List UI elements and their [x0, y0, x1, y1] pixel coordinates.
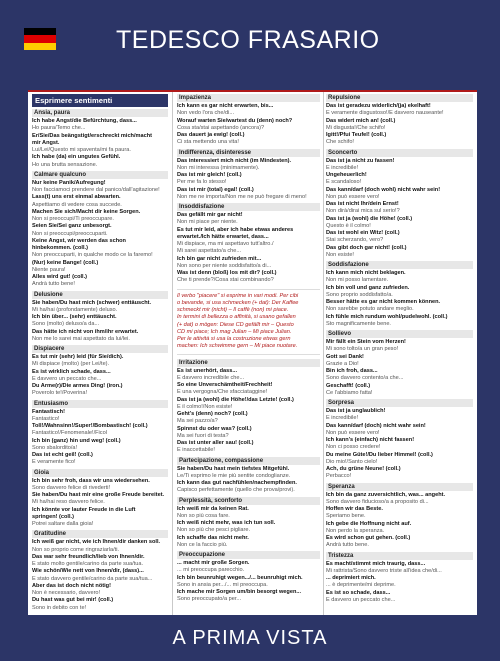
italian-translation: Non può essere vero!	[326, 429, 380, 436]
german-phrase: Ich bin sehr froh, dass wir uns wiedersehen.	[32, 477, 150, 484]
footer-title: A PRIMA VISTA	[172, 627, 328, 649]
german-phrase: Ich könnte vor lauter Freude in die Luft	[32, 506, 136, 513]
column-divider	[323, 92, 324, 615]
german-phrase: Das ist mir (total) egal! (coll.)	[177, 186, 254, 193]
note-line: machen: Ich schwimme gern – Mi piace nuotare.	[177, 343, 298, 350]
german-phrase: Alles wird gut! (coll.)	[32, 274, 88, 280]
italian-translation: Non ci posso credere!	[326, 444, 381, 451]
german-phrase: Das ist ja nicht zu fassen!	[326, 157, 395, 164]
grammar-note	[177, 289, 320, 355]
german-phrase: Es ist so schade, dass...	[326, 589, 391, 596]
section-heading: Calmare qualcuno	[32, 171, 168, 179]
note-line: schmeckt mir (nicht) – Il caffè (non) mi piace.	[177, 307, 289, 313]
italian-translation: Ma sei pazzo/a?	[177, 418, 218, 425]
german-phrase: Ich bin gar nicht zufrieden mit...	[177, 255, 262, 262]
german-phrase: Ungeheuerlich!	[326, 172, 367, 178]
italian-translation: Non mi posso lamentare.	[326, 277, 389, 284]
italian-translation: Ma sei fuori di testa?	[177, 432, 229, 439]
italian-translation: Perbacco!	[326, 473, 352, 480]
italian-translation: Sono davvero felice di rivederti!	[32, 484, 111, 491]
italian-translation: Non so più cosa fare.	[177, 512, 230, 519]
german-phrase: Lass(t) uns erst einmal abwarten.	[32, 194, 121, 201]
italian-translation: Mi dispiace (molto) (per Lei/te).	[32, 361, 110, 368]
german-phrase: Seien Sie/Sei ganz unbesorgt.	[32, 223, 112, 230]
section-heading: Irritazione	[177, 359, 320, 367]
italian-translation: Mi dispiace, ma mi aspettavo tutt'altro./	[177, 241, 274, 247]
german-phrase: Er/Sie/Das beängstigt/erschreckt mich/macht	[32, 132, 153, 139]
german-phrase: Das gefällt mir gar nicht!	[177, 212, 243, 218]
italian-translation: Sono proprio soddisfatto/a.	[326, 291, 393, 298]
german-phrase: Ich kann's (einfach) nicht fassen!	[326, 437, 415, 443]
italian-translation: È stato davvero gentile/carino da parte sua/tua...	[32, 575, 153, 582]
italian-translation: Non è necessario, davvero!	[32, 590, 101, 596]
section-heading: Impazienza	[177, 94, 320, 102]
italian-translation: Non me lo sarei mai aspettato da lui/lei.	[32, 335, 130, 342]
italian-translation: Non me ne importa/Non me ne può fregare di meno!	[177, 193, 307, 200]
section-heading: Gioia	[32, 469, 168, 477]
italian-translation: Mi ha/hai reso davvero felice.	[32, 499, 105, 506]
italian-translation: Andrà tutto bene!	[32, 281, 75, 288]
italian-translation: Sto magnificamente bene.	[326, 320, 391, 327]
section-heading: Sorpresa	[326, 399, 473, 407]
note-line: Il verbo "piacere" si esprime in vari modi. Per cibi	[177, 292, 299, 299]
note-line: CD mi piace; Ich mag Julian – Mi piace Julian.	[177, 328, 292, 335]
italian-translation: È veramente fico!	[32, 459, 76, 466]
note-line: (+ dat) o mögen: Diese CD gefällt mir – Questo	[177, 321, 294, 328]
german-phrase: Mir fällt ein Stein vom Herzen!	[326, 339, 406, 345]
german-phrase: Wie schön/Wie nett von Ihnen/dir, (dass)...	[32, 568, 144, 575]
german-phrase: Das ist geradezu widerlich/(ja) ekelhaft!	[326, 103, 431, 109]
italian-translation: Per me fa lo stesso!	[177, 179, 227, 186]
german-phrase: Es wird schon gut gehen. (coll.)	[326, 535, 411, 541]
section-heading: Sollievo	[326, 330, 473, 338]
german-phrase: Geschafft! (coll.)	[326, 382, 371, 389]
german-phrase: Das kann/darf (doch) nicht wahr sein!	[326, 422, 426, 429]
german-phrase: Ich weiß mir da keinen Rat.	[177, 505, 249, 512]
section-heading: Preoccupazione	[177, 551, 320, 559]
italian-translation: Poverolo te!/Poverina!	[32, 390, 88, 397]
german-phrase: Was ist denn (bloß) los mit dir? (coll.)	[177, 270, 277, 276]
german-phrase: Das ist unter aller sau! (coll.)	[177, 440, 254, 446]
italian-translation: Non vedo l'ora che/di...	[177, 110, 235, 117]
german-phrase: Spinnst du oder was? (coll.)	[177, 425, 252, 432]
italian-translation: Capisco perfettamente (quello che prova/provi).	[177, 487, 295, 494]
italian-translation: Non si preoccupi/preoccuparti.	[32, 230, 108, 237]
german-phrase: Das gibt doch gar nicht! (coll.)	[326, 244, 407, 251]
german-phrase: Ach, du grüne Neune! (coll.)	[326, 466, 401, 472]
italian-translation: È davvero un peccato che...	[326, 596, 396, 603]
german-phrase: Das dauert ja ewig! (coll.)	[177, 132, 245, 138]
section-heading: Sconcerto	[326, 149, 473, 157]
german-phrase: Das ist ja unglaublich!	[326, 408, 386, 414]
german-phrase: Das widert mich an! (coll.)	[326, 117, 396, 124]
italian-translation: ... mi preoccupa parecchio.	[177, 567, 245, 574]
note-line: Per le attività si usa la costruzione etwas gern	[177, 336, 291, 342]
german-phrase: Ich kann es gar nicht erwarten, bis...	[177, 103, 274, 109]
italian-translation: Non mi piace per niente.	[177, 219, 238, 226]
italian-translation: Mi sarei aspettato/a che...	[177, 248, 242, 255]
note-line: o bevande, si usa schmecken (+ dat): Der Kaffee	[177, 299, 299, 306]
italian-translation: Non facciamoci prendere dal panico/dall'agitazione!	[32, 187, 160, 193]
german-phrase: Das hätte ich nicht von ihm/ihr erwartet.	[32, 328, 139, 335]
italian-translation: Le/Ti esprimo le mie più sentite condoglianze.	[177, 472, 291, 479]
section-heading: Delusione	[32, 291, 168, 299]
german-phrase: Toll!/Wahnsinn!/Super!/Bombastisch! (coll.)	[32, 423, 148, 429]
italian-translation: Non ce la faccio più.	[177, 541, 228, 548]
german-phrase: Es tut mir (sehr) leid (für Sie/dich).	[32, 354, 124, 360]
italian-translation: È incredibile!	[326, 164, 359, 171]
italian-translation: È scandaloso!	[326, 179, 362, 186]
german-phrase: Das ist ja (wohl) die Höhe! (coll.)	[326, 215, 413, 222]
german-phrase: Ich weiß gar nicht, wie ich Ihnen/dir danken soll.	[32, 539, 161, 546]
italian-translation: Ce l'abbiamo fatta!	[326, 389, 373, 396]
italian-translation: Sono in ansia per.../... mi preoccupa.	[177, 581, 268, 588]
german-phrase: Worauf warten Sie/wartest du (denn) noch?	[177, 117, 293, 124]
section-heading: Repulsione	[326, 94, 473, 102]
german-phrase: (Nur) keine Bange! (coll.)	[32, 259, 99, 266]
italian-translation: Grazie a Dio!	[326, 360, 359, 367]
german-phrase: Das ist ja (wohl) die Höhe!/das Letzte! (coll.)	[177, 396, 294, 403]
section-heading: Tristezza	[326, 552, 473, 560]
german-phrase: So eine Unverschämtheit/Frechheit!	[177, 382, 273, 388]
italian-translation: Non può essere vero!	[326, 193, 380, 200]
german-phrase: ... macht mir große Sorgen.	[177, 560, 250, 566]
section-heading: Indifferenza, disinteresse	[177, 149, 320, 157]
italian-translation: Non sono per niente soddisfatto/a di...	[177, 262, 272, 269]
german-phrase: Sie haben/Du hast mir eine große Freude bereitet.	[32, 492, 165, 498]
section-heading: Perplessità, sconforto	[177, 497, 320, 505]
italian-translation: Sono (molto) deluso/a da...	[32, 321, 100, 328]
german-phrase: hinbekommen. (coll.)	[32, 245, 88, 251]
italian-translation: Sono preoccupato/a per...	[177, 596, 242, 603]
section-heading: Insoddisfazione	[177, 203, 320, 211]
italian-translation: Dio mio!/Santo cielo!	[326, 458, 378, 465]
column-heading: Esprimere sentimenti	[32, 94, 168, 107]
german-phrase: mir Angst.	[32, 139, 60, 146]
german-phrase: Igitt!/Pfui Teufel! (coll.)	[326, 132, 387, 138]
italian-translation: Non esiste!	[326, 251, 354, 258]
german-phrase: Du Arme(r)/Die armes Ding! (iron.)	[32, 383, 123, 389]
flag-stripe-red	[24, 35, 56, 42]
german-phrase: Es tut mir leid, aber ich habe etwas anderes	[177, 226, 294, 233]
italian-translation: Questo è il colmo!	[326, 222, 371, 229]
italian-translation: È incredibile!	[326, 415, 359, 422]
german-phrase: Das ist mir gleich! (coll.)	[177, 172, 242, 178]
column-2	[177, 92, 320, 615]
flag-stripe-gold	[24, 43, 56, 50]
german-phrase: Du meine Güte!/Du lieber Himmel! (coll.)	[326, 451, 433, 458]
german-phrase: Ich gebe die Hoffnung nicht auf.	[326, 520, 412, 527]
italian-translation: Aspettiamo di vedere cosa succede.	[32, 201, 122, 208]
german-phrase: Ich habe (da) ein ungutes Gefühl.	[32, 154, 121, 161]
german-phrase: Geht's (denn) noch? (coll.)	[177, 411, 248, 417]
german-phrase: Das kann/darf (doch wohl) nicht wahr sein!	[326, 186, 441, 193]
italian-translation: È una vergogna/Che sfacciataggine!	[177, 389, 268, 396]
italian-translation: Che schifo!	[326, 139, 354, 146]
phrase-sheet	[28, 90, 477, 615]
german-phrase: Bin ich froh, dass...	[326, 368, 378, 374]
italian-translation: Sono davvero contento/a che...	[326, 375, 404, 382]
german-phrase: Ich bin über... (sehr) enttäuscht.	[32, 314, 117, 320]
italian-translation: Mi sono tolto/a un gran peso!	[326, 346, 399, 353]
italian-translation: Ci sta mettendo una vita!	[177, 139, 239, 146]
flag-stripe-black	[24, 28, 56, 35]
german-phrase: Nur keine Panik/Aufregung!	[32, 179, 106, 186]
note-line: In termini di bellezza o affinità, si usano gefallen	[177, 314, 296, 321]
italian-translation: È davvero un peccato che...	[32, 375, 102, 382]
german-phrase: Ich schaffe das nicht mehr.	[177, 534, 249, 541]
column-3	[326, 92, 473, 615]
german-phrase: Es macht/stimmt mich traurig, dass...	[326, 560, 426, 567]
italian-translation: Sono sbalordito/a!	[32, 444, 78, 451]
section-heading: Soddisfazione	[326, 261, 473, 269]
section-heading: Entusiasmo	[32, 400, 168, 408]
section-heading: Partecipazione, compassione	[177, 457, 320, 465]
italian-translation: Non dirà/dirai mica sul serio!?	[326, 208, 400, 215]
german-phrase: Das ist echt geil! (coll.)	[32, 452, 93, 458]
italian-translation: Non preoccuparti, in qualche modo ce la faremo!	[32, 252, 153, 259]
italian-translation: Cosa sta/stai aspettando (ancora)?	[177, 124, 265, 131]
german-phrase: Ich habe Angst/die Befürchtung, dass...	[32, 118, 137, 124]
german-phrase: springen! (coll.)	[32, 513, 74, 520]
german-phrase: Ich bin beunruhigt wegen.../... beunruhigt mich.	[177, 574, 303, 581]
italian-translation: Non mi interessa (minimamente).	[177, 164, 260, 171]
german-phrase: Sie haben/Du hast mich (schwer) enttäuscht.	[32, 299, 152, 306]
italian-translation: Non so proprio come ringraziarla/ti.	[32, 546, 120, 553]
italian-translation: Sono davvero fiducioso/a a proposito di...	[326, 498, 429, 505]
german-phrase: Ich bin da ganz zuversichtlich, was... angeht.	[326, 491, 446, 498]
german-phrase: Du hast was gut bei mir! (coll.)	[32, 597, 114, 604]
italian-translation: È davvero incredibile che...	[177, 374, 245, 381]
german-phrase: Besser hätte es gar nicht kommen können.	[326, 299, 441, 305]
german-phrase: Das ist wohl ein Witz! (coll.)	[326, 230, 400, 236]
german-phrase: Das war sehr freundlich/lieb von Ihnen/dir.	[32, 553, 145, 560]
german-phrase: Es ist wirklich schade, dass...	[32, 368, 111, 375]
italian-translation: Stai scherzando, vero?	[326, 237, 384, 244]
german-phrase: Ich kann das gut nachfühlen/nachempfinden.	[177, 480, 297, 486]
italian-translation: Mi ha/hai (profondamente) deluso.	[32, 306, 118, 313]
italian-translation: Mi disgusta!/Che schifo!	[326, 124, 386, 131]
german-phrase: Ich mache mir Sorgen um/bin besorgt wegen...	[177, 589, 302, 595]
german-phrase: Ich kann mich nicht beklagen.	[326, 270, 406, 276]
italian-translation: È il colmo!/Non esiste!	[177, 403, 233, 410]
german-phrase: Sie haben/Du hast mein tiefstes Mitgefühl.	[177, 465, 290, 472]
section-heading: Gratitudine	[32, 530, 168, 538]
german-phrase: Gott sei Dank!	[326, 353, 364, 360]
italian-translation: È veramente disgustoso!/È davvero nauseante!	[326, 110, 444, 117]
italian-translation: Fantastico!	[32, 415, 60, 422]
german-flag-icon	[24, 28, 56, 50]
german-phrase: Es ist unerhört, dass...	[177, 367, 237, 374]
italian-translation: È stato molto gentile/carino da parte sua/tua.	[32, 561, 144, 567]
italian-translation: Ho una brutta sensazione.	[32, 161, 98, 168]
column-divider	[172, 92, 173, 615]
german-phrase: Ich weiß nicht mehr, was ich tun soll.	[177, 520, 276, 526]
page-title: TEDESCO FRASARIO	[116, 26, 380, 54]
german-phrase: ... deprimiert mich.	[326, 575, 376, 581]
italian-translation: Non si preoccupi/Ti preoccupare.	[32, 216, 114, 222]
italian-translation: È inaccettabile!	[177, 447, 215, 454]
german-phrase: Aber das ist doch nicht nötig!	[32, 582, 111, 589]
section-heading: Dispiacere	[32, 345, 168, 353]
italian-translation: Speriamo bene.	[326, 513, 366, 520]
italian-translation: ... è deprimente/mi deprime.	[326, 582, 396, 589]
italian-translation: Che ti prende?/Cosa stai combinando?	[177, 277, 274, 284]
german-phrase: Hoffen wir das Beste.	[326, 506, 383, 512]
german-phrase: Ich fühle mich rundum wohl/pudelwohl. (coll.)	[326, 313, 448, 320]
italian-translation: Non sarebbe potuto andare meglio.	[326, 306, 414, 313]
italian-translation: Potrei saltare dalla gioia!	[32, 521, 94, 527]
german-phrase: Ich bin voll und ganz zufrieden.	[326, 284, 410, 291]
german-phrase: Keine Angst, wir werden das schon	[32, 237, 126, 244]
italian-translation: Niente paura!	[32, 266, 66, 273]
column-1	[32, 92, 168, 615]
german-phrase: Das ist nicht Ihr/dein Ernst!	[326, 201, 399, 207]
german-phrase: erwartet./Ich hätte erwartet, dass...	[177, 233, 269, 240]
section-heading: Speranza	[326, 483, 473, 491]
german-phrase: Das interessiert mich nicht (im Mindesten).	[177, 157, 292, 164]
italian-translation: Ho paura/Temo che...	[32, 125, 86, 132]
italian-translation: Non perdo la speranza.	[326, 527, 385, 534]
italian-translation: Sono in debito con te!	[32, 604, 87, 611]
italian-translation: Mi rattrista/Sono davvero triste all'idea che/di...	[326, 567, 442, 574]
italian-translation: Non so più che pesci pigliare.	[177, 527, 251, 534]
german-phrase: Ich bin (ganz) hin und weg! (coll.)	[32, 437, 121, 444]
italian-translation: Andrà tutto bene.	[326, 542, 369, 549]
german-phrase: Fantastisch!	[32, 408, 65, 415]
italian-translation: Lui/Lei/Questo mi spaventa/mi fa paura.	[32, 147, 131, 153]
german-phrase: Machen Sie sich/Macht dir keine Sorgen.	[32, 208, 141, 215]
italian-translation: Fantastico!/Fenomenale!/Ficol	[32, 430, 107, 437]
section-heading: Ansia, paura	[32, 109, 168, 117]
